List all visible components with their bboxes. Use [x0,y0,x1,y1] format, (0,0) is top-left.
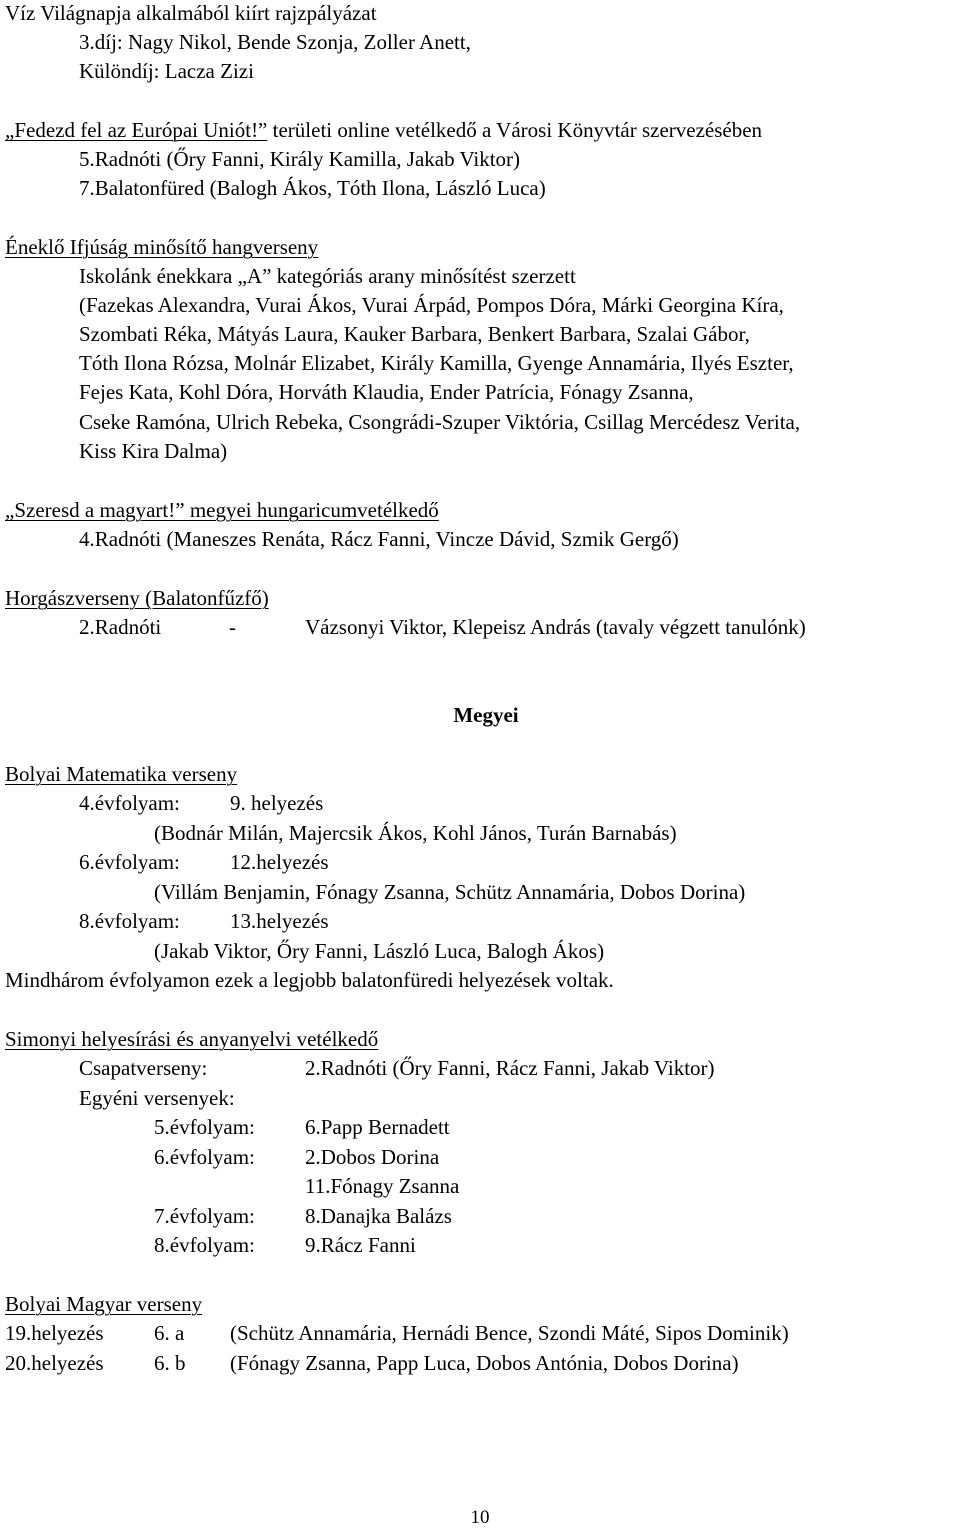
enekloifjusag-line: Cseke Ramóna, Ulrich Rebeka, Csongrádi-Szuper Viktória, Csillag Mercédesz Verita, [79,410,801,434]
simonyi-grade: 7.évfolyam: [154,1204,255,1228]
bolyai-magyar-class: 6. a [154,1321,185,1345]
page-number: 10 [470,1507,490,1528]
enekloifjusag-line: (Fazekas Alexandra, Vurai Ákos, Vurai Árpád, Pompos Dóra, Márki Georgina Kíra, [79,293,784,317]
europa-title [5,117,762,143]
simonyi-individual-label: Egyéni versenyek: [79,1086,235,1110]
bolyai-magyar-title: Bolyai Magyar verseny [5,1292,203,1316]
enekloifjusag-line: Iskolánk énekkara „A” kategóriás arany minősítést szerzett [79,264,576,288]
europa-line: 5.Radnóti (Őry Fanni, Király Kamilla, Jakab Viktor) [79,147,521,171]
enekloifjusag-line: Fejes Kata, Kohl Dóra, Horváth Klaudia, Ender Patrícia, Fónagy Zsanna, [79,380,694,404]
enekloifjusag-line: Kiss Kira Dalma) [79,439,228,463]
szeresd-title: „Szeresd a magyart!” megyei hungaricumvetélkedő [5,498,439,522]
megyei-heading: Megyei [453,703,519,727]
bolyai-mat-team: (Villám Benjamin, Fónagy Zsanna, Schütz Annamária, Dobos Dorina) [154,880,746,904]
bolyai-magyar-place: 19.helyezés [5,1321,104,1345]
bolyai-magyar-place: 20.helyezés [5,1351,104,1375]
simonyi-team-result: 2.Radnóti (Őry Fanni, Rácz Fanni, Jakab Viktor) [305,1056,715,1080]
bolyai-mat-team: (Bodnár Milán, Majercsik Ákos, Kohl János, Turán Barnabás) [154,821,677,845]
europa-line: 7.Balatonfüred (Balogh Ákos, Tóth Ilona, László Luca) [79,176,546,200]
bolyai-magyar-team: (Schütz Annamária, Hernádi Bence, Szondi Máté, Sipos Dominik) [230,1321,789,1345]
simonyi-grade: 6.évfolyam: [154,1145,255,1169]
bolyai-mat-place: 13.helyezés [230,909,329,933]
horgasz-names: Vázsonyi Viktor, Klepeisz András (tavaly végzett tanulónk) [305,615,806,639]
bolyai-mat-summary: Mindhárom évfolyamon ezek a legjobb balatonfüredi helyezések voltak. [5,968,614,992]
simonyi-result: 11.Fónagy Zsanna [305,1174,460,1198]
enekloifjusag-title: Éneklő Ifjúság minősítő hangverseny [5,235,319,259]
vizvilagnap-line: Különdíj: Lacza Zizi [79,59,254,83]
horgasz-title: Horgászverseny (Balatonfűzfő) [5,586,269,610]
bolyai-mat-title: Bolyai Matematika verseny [5,762,238,786]
europa-title-rest: területi online vetélkedő a Városi Könyvtár szervezésében [267,118,763,142]
europa-title-underlined: „Fedezd fel az Európai Uniót!” [5,118,268,142]
enekloifjusag-line: Tóth Ilona Rózsa, Molnár Elizabet, Király Kamilla, Gyenge Annamária, Ilyés Eszter, [79,351,794,375]
simonyi-result: 2.Dobos Dorina [305,1145,440,1169]
simonyi-result: 8.Danajka Balázs [305,1204,452,1228]
szeresd-line: 4.Radnóti (Maneszes Renáta, Rácz Fanni, Vincze Dávid, Szmik Gergő) [79,527,679,551]
vizvilagnap-title: Víz Világnapja alkalmából kiírt rajzpályázat [5,1,377,25]
simonyi-grade: 5.évfolyam: [154,1115,255,1139]
simonyi-title: Simonyi helyesírási és anyanyelvi vetélkedő [5,1027,379,1051]
bolyai-mat-place: 9. helyezés [230,791,324,815]
simonyi-grade: 8.évfolyam: [154,1233,255,1257]
bolyai-mat-grade: 4.évfolyam: [79,791,180,815]
bolyai-magyar-team: (Fónagy Zsanna, Papp Luca, Dobos Antónia, Dobos Dorina) [230,1351,739,1375]
simonyi-result: 9.Rácz Fanni [305,1233,416,1257]
bolyai-mat-grade: 8.évfolyam: [79,909,180,933]
bolyai-mat-team: (Jakab Viktor, Őry Fanni, László Luca, Balogh Ákos) [154,939,605,963]
bolyai-mat-place: 12.helyezés [230,850,329,874]
simonyi-result: 6.Papp Bernadett [305,1115,450,1139]
bolyai-mat-grade: 6.évfolyam: [79,850,180,874]
horgasz-dash: - [229,615,236,639]
vizvilagnap-line: 3.díj: Nagy Nikol, Bende Szonja, Zoller Anett, [79,30,471,54]
enekloifjusag-line: Szombati Réka, Mátyás Laura, Kauker Barbara, Benkert Barbara, Szalai Gábor, [79,322,750,346]
horgasz-place: 2.Radnóti [79,615,162,639]
bolyai-magyar-class: 6. b [154,1351,186,1375]
simonyi-team-label: Csapatverseny: [79,1056,208,1080]
